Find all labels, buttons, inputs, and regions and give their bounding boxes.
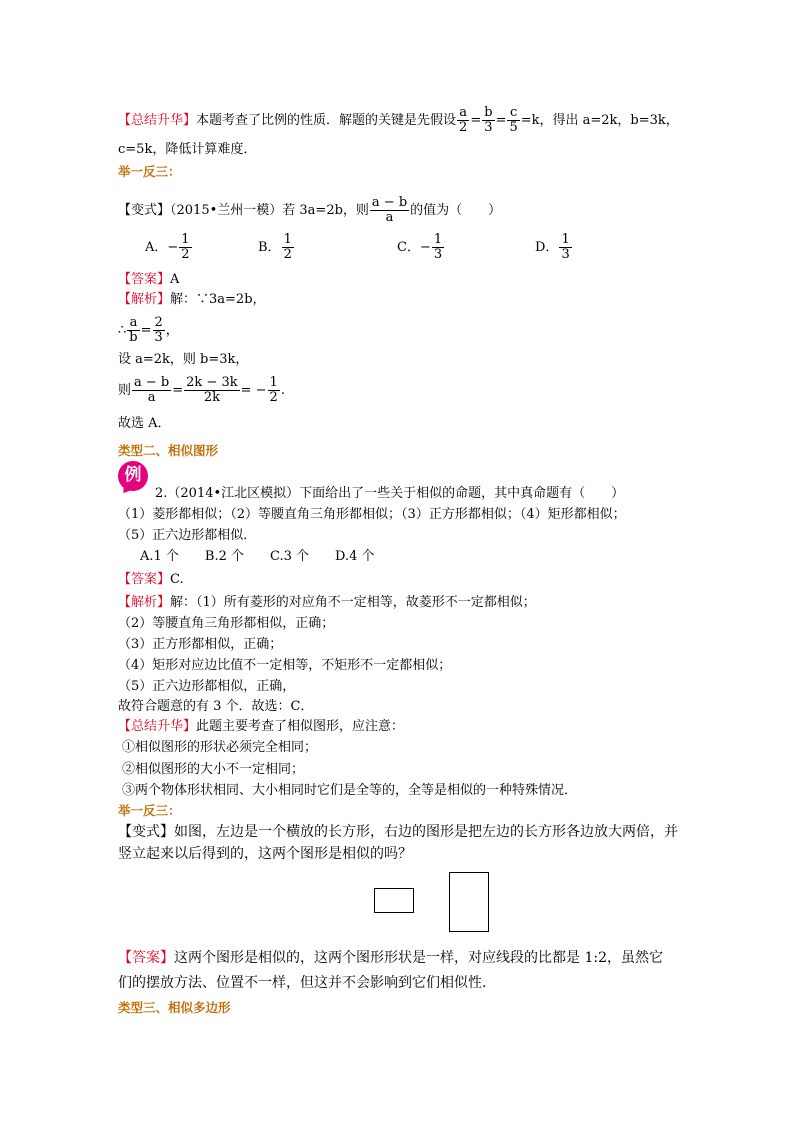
practice2-line-1: 【变式】如图，左边是一个横放的长方形，右边的图形是把左边的长方形各边放大两倍，并: [118, 824, 678, 840]
fraction-a-over-b: $\frac{a}{b}$: [129, 315, 138, 345]
practice2-answer-2: 们的摆放方法、位置不一样，但这并不会影响到它们相似性.: [118, 975, 487, 991]
fraction-calc-2: $\frac{2k - 3k}{2k}$: [186, 375, 238, 405]
example-analysis-label: 【解析】: [118, 595, 171, 610]
practice2-variant-label: 【变式】: [118, 824, 174, 840]
set-line: 设 a=2k，则 b=3k，: [118, 352, 249, 367]
example-summary-3: ③两个物体形状相同、大小相同时它们是全等的，全等是相似的一种特殊情况．: [122, 783, 578, 798]
variant-label: 【变式】: [118, 203, 171, 218]
example-question: 2.（2014•江北区模拟）下面给出了一些关于相似的命题，其中真命题有（ ）: [155, 486, 625, 501]
answer-label: 【答案】: [118, 272, 171, 287]
vertical-rectangle-figure: [449, 872, 489, 932]
ratio-line: ∴ $\frac{a}{b}$ = $\frac{2}{3}$ ，: [118, 315, 179, 345]
example-badge-icon: 例: [118, 461, 148, 491]
answer-value: A: [170, 272, 180, 287]
practice2-heading: 举一反三：: [118, 803, 181, 818]
choose-line: 故选 A．: [118, 416, 171, 431]
fraction-b-over-3: $\frac{b}{3}$: [484, 105, 493, 135]
example-line-1: （1）菱形都相似；（2）等腰直角三角形都相似；（3）正方形都相似；（4）矩形都相似；: [118, 507, 626, 522]
example-analysis-3: （3）正方形都相似，正确；: [118, 637, 283, 652]
fraction-a-minus-b-over-a: $\frac{a - b}{a}$: [371, 195, 408, 225]
variant-line: 【变式】（2015•兰州一模）若 3a=2b，则 $\frac{a - b}{a}$ 的值为（ ）: [118, 195, 502, 225]
fraction-a-over-2: $\frac{a}{2}$: [459, 105, 468, 135]
type2-heading: 类型二、相似图形: [118, 443, 219, 458]
analysis-label: 【解析】: [118, 292, 171, 307]
example-analysis-5: （5）正六边形都相似，正确，: [118, 679, 296, 694]
option-b[interactable]: B． $\frac{1}{2}$: [258, 232, 292, 262]
summary-line-2: c=5k，降低计算难度．: [118, 142, 257, 157]
option-d[interactable]: D． $\frac{1}{3}$: [535, 232, 570, 262]
option-a[interactable]: A．− $\frac{1}{2}$: [145, 232, 190, 262]
practice-heading: 举一反三：: [118, 164, 181, 179]
summary-text: 本题考查了比例的性质．解题的关键是先假设: [196, 113, 457, 128]
practice2-answer-label: 【答案】: [118, 950, 174, 966]
summary-line-1: 【总结升华】本题考查了比例的性质．解题的关键是先假设 $\frac{a}{2}$ = $\frac{b}{3}$ = $\frac{c}{5}$ =k，得出 a=2k，b=3k，: [118, 105, 679, 135]
type3-heading: 类型三、相似多边形: [118, 1000, 231, 1015]
example-answer-line: 【答案】C.: [118, 572, 184, 587]
example-summary-1: ①相似图形的形状必须完全相同；: [122, 740, 318, 755]
horizontal-rectangle-figure: [374, 888, 414, 913]
compute-line: 则 $\frac{a - b}{a}$ = $\frac{2k - 3k}{2k}$ = − $\frac{1}{2}$ .: [118, 375, 285, 405]
example-analysis-2: （2）等腰直角三角形都相似，正确；: [118, 616, 335, 631]
example-summary-line: 【总结升华】此题主要考查了相似图形，应注意：: [118, 719, 405, 734]
example-analysis-6: 故符合题意的有 3 个．故选：C．: [118, 699, 314, 714]
example-analysis-4: （4）矩形对应边比值不一定相等，不矩形不一定都相似；: [118, 658, 452, 673]
analysis-line: 【解析】解：∵3a=2b，: [118, 292, 266, 307]
example-summary-2: ②相似图形的大小不一定相同；: [122, 762, 305, 777]
fraction-calc-3: $\frac{1}{2}$: [269, 375, 278, 405]
example-choices[interactable]: A.1 个 B.2 个 C.3 个 D.4 个: [140, 549, 375, 564]
example-summary-label: 【总结升华】: [118, 719, 197, 734]
example-line-2: （5）正六边形都相似．: [118, 528, 257, 543]
practice2-line-2: 竖立起来以后得到的，这两个图形是相似的吗？: [118, 846, 412, 862]
fraction-calc-1: $\frac{a - b}{a}$: [134, 375, 170, 405]
example-answer-label: 【答案】: [118, 572, 171, 587]
fraction-2-over-3: $\frac{2}{3}$: [154, 315, 163, 345]
practice2-answer-1: 【答案】这两个图形是相似的，这两个图形形状是一样，对应线段的比都是 1:2，虽然它: [118, 950, 663, 966]
summary-label: 【总结升华】: [118, 113, 197, 128]
fraction-c-over-5: $\frac{c}{5}$: [509, 105, 518, 135]
example-analysis-1: 【解析】解：（1）所有菱形的对应角不一定相等，故菱形不一定都相似；: [118, 595, 536, 610]
option-c[interactable]: C．− $\frac{1}{3}$: [397, 232, 443, 262]
answer-line: [118, 272, 179, 288]
